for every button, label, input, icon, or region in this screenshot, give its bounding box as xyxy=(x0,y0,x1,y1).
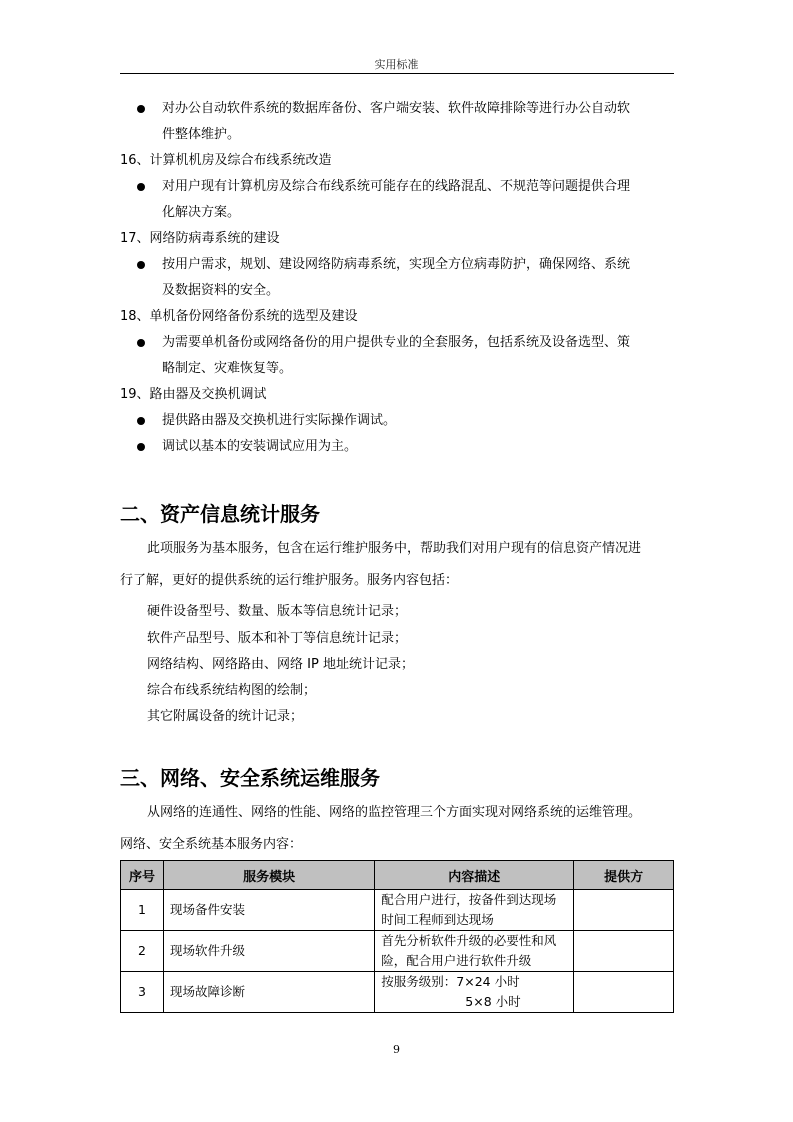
section2-item: 其它附属设备的统计记录； xyxy=(147,709,304,724)
list-text: 提供路由器及交换机进行实际操作调试。 xyxy=(162,413,397,428)
service-table xyxy=(120,860,674,1013)
list-text: 按用户需求，规划、建设网络防病毒系统，实现全方位病毒防护，确保网络、系统 xyxy=(162,257,631,272)
list-text: 调试以基本的安装调试应用为主。 xyxy=(162,439,358,454)
table-row xyxy=(121,890,674,931)
section-heading-2: 二、资产信息统计服务 xyxy=(120,502,320,526)
cell-index: 2 xyxy=(121,931,164,972)
item-heading-19: 19、路由器及交换机调试 xyxy=(120,387,267,402)
bullet-icon xyxy=(137,417,145,425)
section2-item: 硬件设备型号、数量、版本等信息统计记录； xyxy=(147,604,408,619)
section2-intro: 行了解，更好的提供系统的运行维护服务。服务内容包括： xyxy=(120,573,459,588)
cell-index: 1 xyxy=(121,890,164,931)
cell-description xyxy=(375,890,574,931)
list-text: 为需要单机备份或网络备份的用户提供专业的全套服务，包括系统及设备选型、策 xyxy=(162,335,631,350)
table-row xyxy=(121,931,674,972)
section2-item: 网络结构、网络路由、网络 IP 地址统计记录； xyxy=(147,657,414,672)
cell-provider xyxy=(574,890,674,931)
item-heading-16: 16、计算机机房及综合布线系统改造 xyxy=(120,153,332,168)
list-text: 件整体维护。 xyxy=(162,127,241,142)
cell-index: 3 xyxy=(121,972,164,1013)
section2-item: 软件产品型号、版本和补丁等信息统计记录； xyxy=(147,631,408,646)
section-heading-3: 三、网络、安全系统运维服务 xyxy=(120,766,380,790)
list-text: 化解决方案。 xyxy=(162,205,241,220)
cell-provider xyxy=(574,972,674,1013)
description-line: 按服务级别：7×24 小时 xyxy=(381,974,520,989)
list-text: 对用户现有计算机房及综合布线系统可能存在的线路混乱、不规范等问题提供合理 xyxy=(162,179,631,194)
cell-description xyxy=(375,931,574,972)
bullet-icon xyxy=(137,105,145,113)
section3-intro: 从网络的连通性、网络的性能、网络的监控管理三个方面实现对网络系统的运维管理。 xyxy=(147,805,642,820)
running-header: 实用标准 xyxy=(374,58,419,71)
bullet-icon xyxy=(137,339,145,347)
bullet-icon xyxy=(137,183,145,191)
page-number: 9 xyxy=(393,1043,400,1056)
table-caption: 网络、安全系统基本服务内容： xyxy=(120,837,303,852)
table-header-row xyxy=(121,861,674,890)
header-rule xyxy=(120,73,674,74)
item-heading-17: 17、网络防病毒系统的建设 xyxy=(120,231,280,246)
bullet-icon xyxy=(137,443,145,451)
item-heading-18: 18、单机备份网络备份系统的选型及建设 xyxy=(120,309,358,324)
header-index: 序号 xyxy=(121,861,164,890)
header-module: 服务模块 xyxy=(163,861,374,890)
section2-item: 综合布线系统结构图的绘制； xyxy=(147,683,317,698)
cell-module: 现场备件安装 xyxy=(163,890,374,931)
description-line: 险，配合用户进行软件升级 xyxy=(381,953,532,968)
description-line: 配合用户进行，按备件到达现场 xyxy=(381,892,557,907)
header-description: 内容描述 xyxy=(375,861,574,890)
description-line: 时间工程师到达现场 xyxy=(381,912,494,927)
cell-provider xyxy=(574,931,674,972)
description-line: 首先分析软件升级的必要性和风 xyxy=(381,933,557,948)
table-row xyxy=(121,972,674,1013)
cell-description xyxy=(375,972,574,1013)
bullet-icon xyxy=(137,261,145,269)
list-text: 及数据资料的安全。 xyxy=(162,283,280,298)
cell-module: 现场软件升级 xyxy=(163,931,374,972)
header-provider: 提供方 xyxy=(574,861,674,890)
list-text: 对办公自动软件系统的数据库备份、客户端安装、软件故障排除等进行办公自动软 xyxy=(162,101,631,116)
cell-module: 现场故障诊断 xyxy=(163,972,374,1013)
list-text: 略制定、灾难恢复等。 xyxy=(162,361,293,376)
section2-intro: 此项服务为基本服务，包含在运行维护服务中，帮助我们对用户现有的信息资产情况进 xyxy=(147,541,642,556)
description-line: 5×8 小时 xyxy=(465,994,521,1009)
